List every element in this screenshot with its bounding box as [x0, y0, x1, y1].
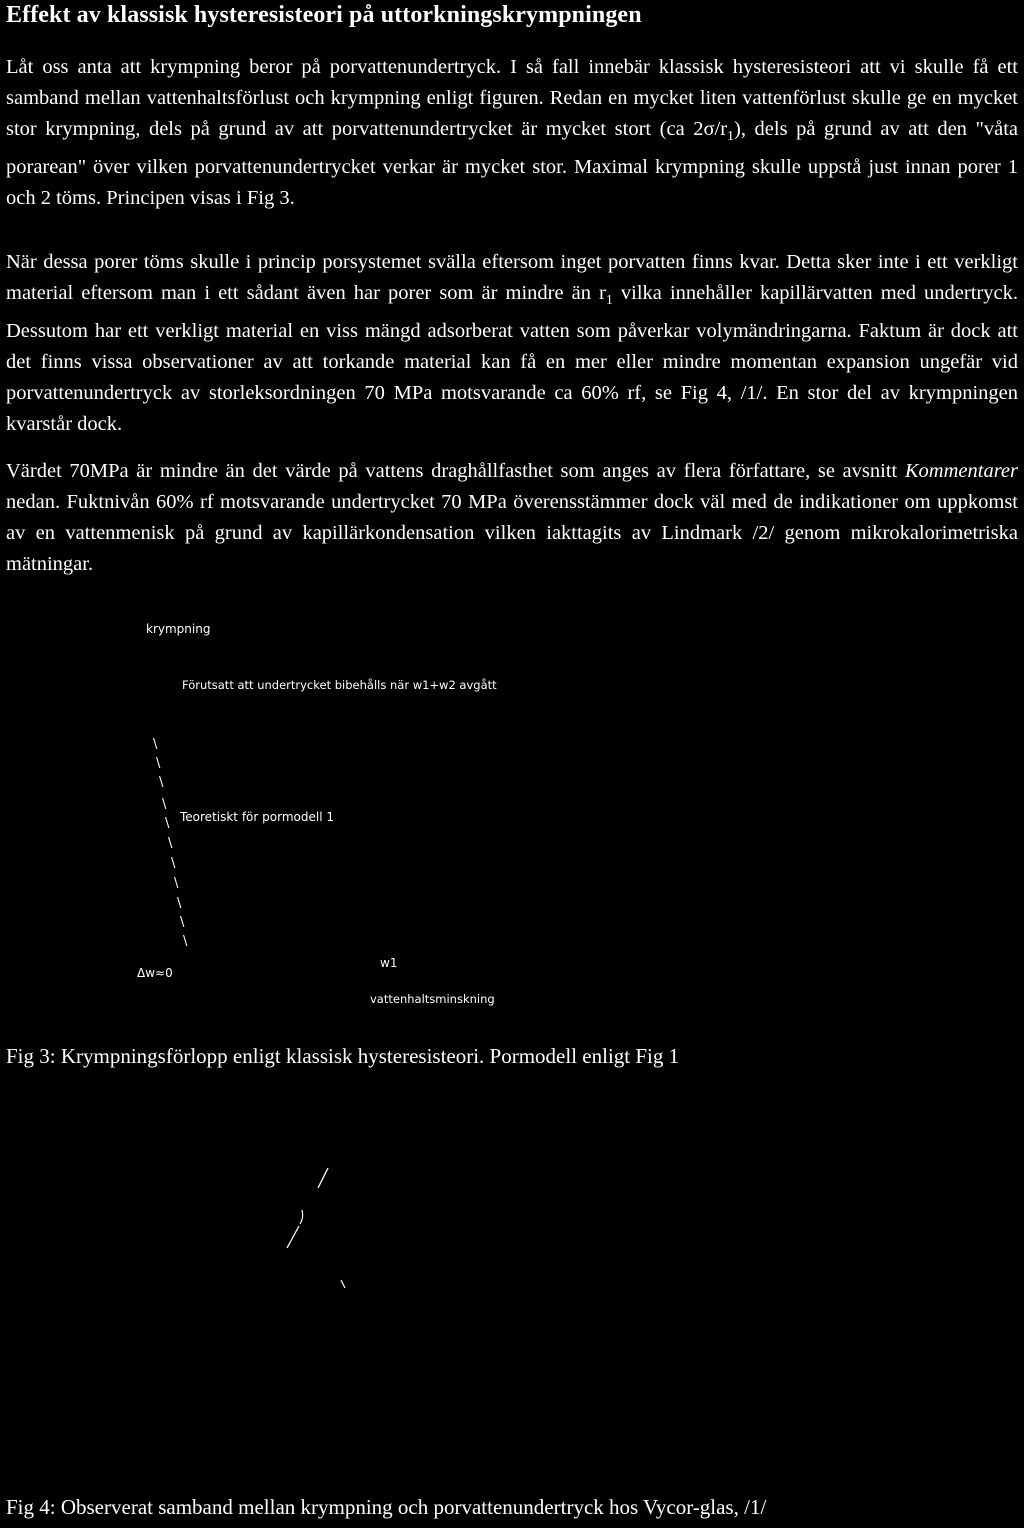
fig4-stroke [300, 1210, 303, 1224]
figure-3-caption: Fig 3: Krympningsförlopp enligt klassisk hysteresisteori. Pormodell enligt Fig 1 [6, 1044, 680, 1068]
fig3-curve-dash: \ [183, 934, 188, 949]
paragraph-2-subscript: 1 [605, 293, 613, 309]
section-heading: Effekt av klassisk hysteresisteori på uttorkningskrympningen [6, 2, 642, 28]
fig3-curve-dash: \ [162, 797, 167, 812]
fig3-curve-dash: \ [159, 775, 164, 790]
paragraph-1-text-b: ), dels på grund av att den "våta porarean" över vilken porvattenundertrycket verkar är mycket stor. Maximal krympning skulle uppstå just innan porer 1 och 2 töms. Principen visas i Fig 3. [6, 118, 1018, 210]
fig3-curve-dash: \ [177, 896, 182, 911]
fig3-curve-dash: \ [156, 756, 161, 771]
paragraph-3-text-a: Värdet 70MPa är mindre än det värde på vattens draghållfasthet som anges av flera författare, se avsnitt [6, 460, 905, 482]
fig3-curve-dash: \ [180, 915, 185, 930]
paragraph-3-text-b: nedan. Fuktnivån 60% rf motsvarande undertrycket 70 MPa överensstämmer dock väl med de indikationer om uppkomst av en vattenmenisk på grund av kapillärkondensation vilken iakttagits av Lindmark /2/ genom mikrokalorimetriska mätningar. [6, 491, 1018, 575]
fig3-curve-dash: \ [171, 856, 176, 871]
fig3-curve-dash: \ [165, 816, 170, 831]
fig3-x-axis-label: vattenhaltsminskning [370, 992, 495, 1006]
paragraph-1-text-a: Låt oss anta att krympning beror på porvattenundertryck. I så fall innebär klassisk hysteresisteori att vi skulle få ett samband mellan vattenhaltsförlust och krympning enligt figuren. Redan en mycket liten vattenförlust skulle ge en mycket stor krympning, dels på grund av att porvattenundertrycket är mycket stort (ca 2σ/r [6, 56, 1018, 140]
fig4-stroke [287, 1226, 299, 1248]
fig3-curve-dash: \ [168, 836, 173, 851]
paragraph-2-text-a: När dessa porer töms skulle i princip porsystemet svälla eftersom inget porvatten finns kvar. Detta sker inte i ett verkligt material eftersom man i ett sådant även har porer som är mindre än r [6, 251, 1018, 304]
fig3-curve-label: Teoretiskt för pormodell 1 [180, 810, 334, 824]
fig4-stroke [318, 1168, 328, 1188]
paragraph-1-subscript: 1 [727, 129, 735, 145]
fig3-y-axis-label: krympning [146, 622, 211, 636]
fig4-stroke [341, 1280, 345, 1288]
paragraph-3-emphasis: Kommentarer [904, 460, 1018, 482]
fig3-origin-label: Δw≈0 [137, 966, 173, 980]
fig3-curve-dash: \ [153, 737, 158, 752]
paragraph-2 [6, 247, 1018, 440]
paragraph-3 [6, 456, 1018, 580]
fig3-w1-label: w1 [380, 956, 398, 970]
fig3-assumption-note: Förutsatt att undertrycket bibehålls när w1+w2 avgått [182, 678, 497, 692]
paragraph-1 [6, 52, 1018, 214]
figure-4-caption: Fig 4: Observerat samband mellan krympning och porvattenundertryck hos Vycor-glas, /1/ [6, 1495, 767, 1519]
fig3-curve-dash: \ [174, 876, 179, 891]
paragraph-2-text-b: vilka innehåller kapillärvatten med undertryck. Dessutom har ett verkligt material en viss mängd adsorberat vatten som påverkar volymändringarna. Faktum är dock att det finns vissa observationer av att torkande material kan få en mer eller mindre momentan expansion ungefär vid porvattenundertryck av storleksordningen 70 MPa motsvarande ca 60% rf, se Fig 4, /1/. En stor del av krympningen kvarstår dock. [6, 282, 1018, 436]
